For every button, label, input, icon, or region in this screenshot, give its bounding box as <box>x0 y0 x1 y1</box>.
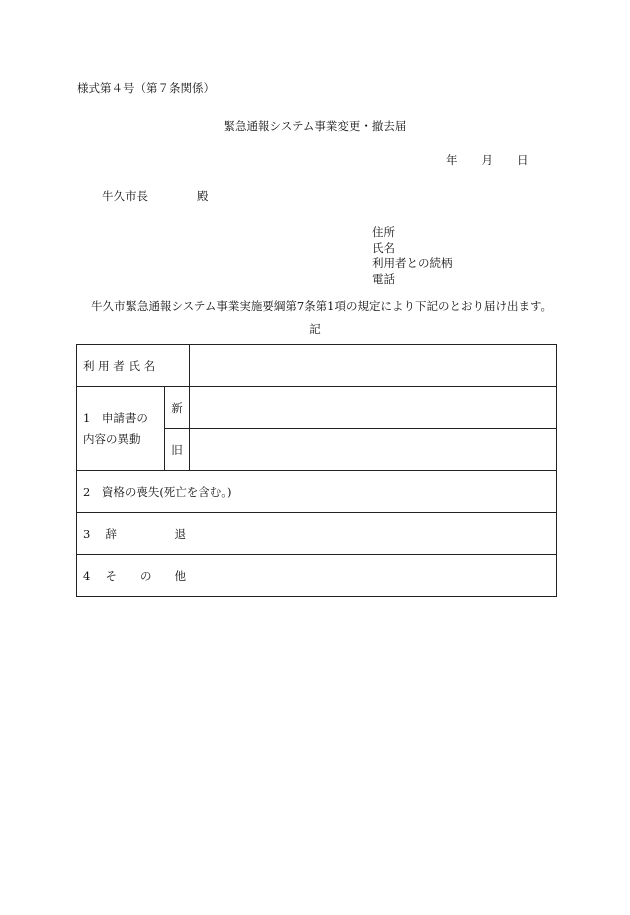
addressee <box>102 191 209 203</box>
addressee-mayor: 牛久市長 <box>102 189 148 203</box>
body-text: 牛久市緊急通報システム事業実施要綱第7条第1項の規定により下記のとおり届け出ます。 <box>91 299 553 313</box>
date-day: 日 <box>517 153 529 167</box>
ki-heading: 記 <box>309 322 321 336</box>
new-content-field[interactable] <box>190 387 557 429</box>
old-label: 旧 <box>165 429 190 471</box>
item3-number: 3 <box>83 526 91 541</box>
applicant-address-label: 住所 <box>372 225 395 239</box>
item4-number: 4 <box>83 568 91 583</box>
table-row <box>77 471 557 513</box>
applicant-name-label: 氏名 <box>372 240 395 255</box>
applicant-block <box>372 225 453 287</box>
table-row <box>77 513 557 555</box>
item4-label: そ の 他 <box>105 568 186 583</box>
item4-cell <box>77 555 557 597</box>
applicant-relation-label: 利用者との続柄 <box>372 256 453 270</box>
item3-cell <box>77 513 557 555</box>
date-month: 月 <box>481 153 493 167</box>
form-number: 様式第４号（第７条関係） <box>77 81 215 95</box>
notification-table <box>76 344 557 597</box>
old-content-field[interactable] <box>190 429 557 471</box>
item3-label: 辞 退 <box>105 526 186 541</box>
user-name-field[interactable] <box>190 345 557 387</box>
new-label: 新 <box>165 387 190 429</box>
applicant-phone-label: 電話 <box>372 271 395 286</box>
user-name-label: 利 用 者 氏 名 <box>77 345 190 387</box>
date-line <box>446 155 553 167</box>
table-row <box>77 387 557 429</box>
table-row <box>77 345 557 387</box>
date-year: 年 <box>446 153 458 167</box>
document-title: 緊急通報システム事業変更・撤去届 <box>223 119 407 133</box>
addressee-honorific: 殿 <box>197 189 209 203</box>
item2-label: 2 資格の喪失(死亡を含む。) <box>77 471 557 513</box>
item1-label: 1 申請書の内容の異動 <box>77 387 165 471</box>
table-row <box>77 555 557 597</box>
